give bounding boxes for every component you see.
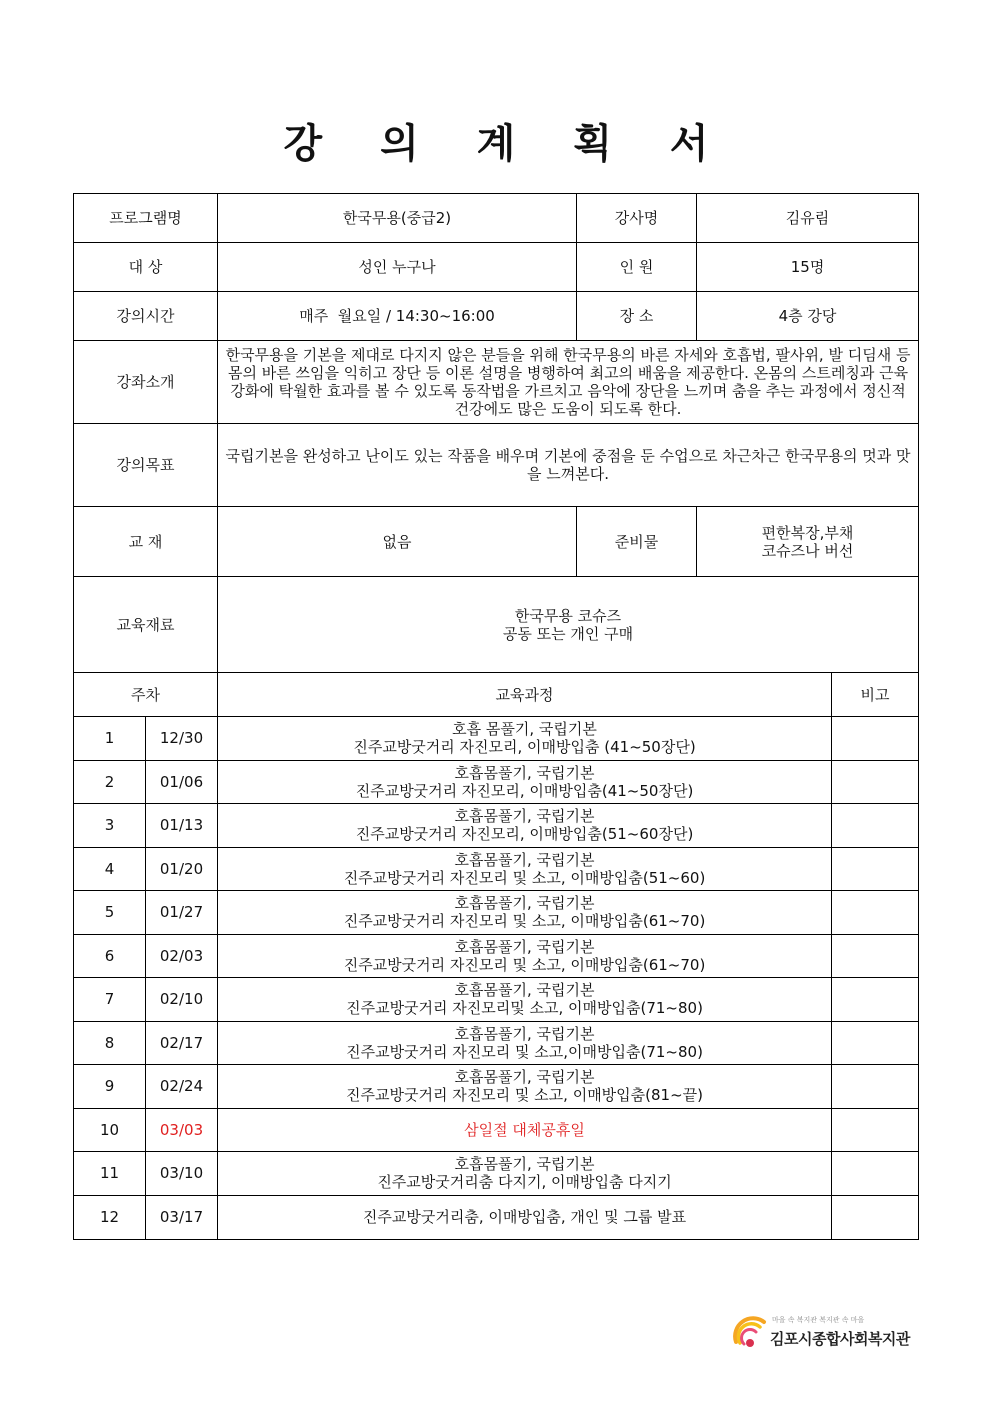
course-line-2: 진주교방굿거리 자진모리 및 소고, 이매방입춤(61~70) [343, 912, 706, 931]
schedule-row [74, 1021, 919, 1065]
note-cell [832, 934, 919, 978]
schedule-row [74, 717, 919, 761]
week-number: 10 [74, 1108, 146, 1152]
time-label: 강의시간 [74, 292, 218, 341]
row-materials [74, 577, 919, 673]
instructor-label: 강사명 [577, 194, 697, 243]
course-content [218, 1021, 832, 1065]
week-header: 주차 [74, 673, 218, 717]
supplies-line-2: 코슈즈나 버선 [761, 541, 854, 560]
course-content [218, 1065, 832, 1109]
course-line-2: 진주교방굿거리춤 다지기, 이매방입춤 다지기 [377, 1173, 672, 1192]
schedule-header-row [74, 673, 919, 717]
row-textbook [74, 507, 919, 577]
goal-text: 국립기본을 완성하고 난이도 있는 작품을 배우며 기본에 중점을 둔 수업으로 차근차근 한국무용의 멋과 맛을 느껴본다. [218, 424, 919, 507]
schedule-row [74, 934, 919, 978]
note-cell [832, 1195, 919, 1239]
week-number: 3 [74, 804, 146, 848]
course-content [218, 1108, 832, 1152]
schedule-row [74, 1152, 919, 1196]
target-value: 성인 누구나 [218, 243, 577, 292]
course-line-2: 진주교방굿거리 자진모리, 이매방입춤 (41~50장단) [353, 738, 696, 757]
note-cell [832, 717, 919, 761]
note-cell [832, 1152, 919, 1196]
course-content [218, 847, 832, 891]
schedule-row [74, 891, 919, 935]
course-line-1: 호흡몸풀기, 국립기본 [454, 894, 595, 913]
course-line-2: 진주교방굿거리 자진모리 및 소고, 이매방입춤(61~70) [343, 955, 706, 974]
course-content [218, 1152, 832, 1196]
document-title: 강 의 계 획 서 [283, 121, 731, 167]
week-number: 5 [74, 891, 146, 935]
schedule-row [74, 978, 919, 1022]
course-line-1: 호흡 몸풀기, 국립기본 [452, 720, 597, 739]
course-line-2: 진주교방굿거리 자진모리및 소고, 이매방입춤(71~80) [346, 999, 703, 1018]
schedule-row [74, 1108, 919, 1152]
course-line-2: 진주교방굿거리 자진모리, 이매방입춤(41~50장단) [355, 781, 694, 800]
course-line-1: 진주교방굿거리춤, 이매방입춤, 개인 및 그룹 발표 [362, 1208, 687, 1226]
note-cell [832, 760, 919, 804]
course-line-2: 진주교방굿거리 자진모리 및 소고, 이매방입춤(81~끝) [346, 1086, 704, 1105]
course-line-2: 진주교방굿거리 자진모리 및 소고,이매방입춤(71~80) [346, 1042, 703, 1061]
course-content [218, 760, 832, 804]
instructor-value: 김유림 [697, 194, 919, 243]
schedule-row [74, 804, 919, 848]
schedule-row [74, 760, 919, 804]
week-number: 6 [74, 934, 146, 978]
note-cell [832, 847, 919, 891]
place-value: 4층 강당 [697, 292, 919, 341]
supplies-label: 준비물 [577, 507, 697, 577]
lecture-plan-table [73, 193, 919, 1240]
course-content [218, 1195, 832, 1239]
capacity-value: 15명 [697, 243, 919, 292]
session-date: 01/13 [146, 804, 218, 848]
session-date: 03/03 [146, 1108, 218, 1152]
course-content [218, 978, 832, 1022]
note-cell [832, 1021, 919, 1065]
session-date: 01/06 [146, 760, 218, 804]
week-number: 1 [74, 717, 146, 761]
note-cell [832, 978, 919, 1022]
week-number: 12 [74, 1195, 146, 1239]
note-cell [832, 1108, 919, 1152]
course-line-2: 진주교방굿거리 자진모리 및 소고, 이매방입춤(51~60) [343, 868, 706, 887]
course-line-1: 호흡몸풀기, 국립기본 [454, 850, 595, 869]
course-line-1: 호흡몸풀기, 국립기본 [454, 937, 595, 956]
note-cell [832, 1065, 919, 1109]
intro-text: 한국무용을 기본을 제대로 다지지 않은 분들을 위해 한국무용의 바른 자세와 호흡법, 팔사위, 발 디딤새 등 몸의 바른 쓰임을 익히고 장단 등 이론 설명을 병행하여 최고의 배움을 제공한다. 온몸의 스트레칭과 근육 강화에 탁월한 효과를 볼 수 있도록 동작법을 가르치고 음악에 장단을 느끼며 춤을 추는 과정에서 정신적 건강에도 많은 도움이 되도록 한다. [218, 341, 919, 424]
course-content [218, 891, 832, 935]
week-number: 2 [74, 760, 146, 804]
course-line-1: 호흡몸풀기, 국립기본 [454, 1068, 595, 1087]
capacity-label: 인 원 [577, 243, 697, 292]
row-intro [74, 341, 919, 424]
note-header: 비고 [832, 673, 919, 717]
course-content [218, 717, 832, 761]
welfare-center-logo [730, 1312, 925, 1362]
supplies-line-1: 편한복장,부채 [761, 523, 854, 542]
program-value: 한국무용(중급2) [218, 194, 577, 243]
session-date: 03/10 [146, 1152, 218, 1196]
course-line-1: 호흡몸풀기, 국립기본 [454, 807, 595, 826]
session-date: 02/03 [146, 934, 218, 978]
course-content [218, 934, 832, 978]
logo-mark-icon [730, 1312, 774, 1356]
schedule-row [74, 847, 919, 891]
session-date: 01/27 [146, 891, 218, 935]
week-number: 8 [74, 1021, 146, 1065]
course-line-1: 호흡몸풀기, 국립기본 [454, 1024, 595, 1043]
program-label: 프로그램명 [74, 194, 218, 243]
goal-label: 강의목표 [74, 424, 218, 507]
logo-name: 김포시종합사회복지관 [770, 1330, 910, 1348]
session-date: 12/30 [146, 717, 218, 761]
note-cell [832, 804, 919, 848]
schedule-row [74, 1065, 919, 1109]
course-line-1: 호흡몸풀기, 국립기본 [454, 763, 595, 782]
note-cell [832, 891, 919, 935]
logo-tagline: 마을 속 복지관 복지관 속 마을 [772, 1316, 865, 1324]
session-date: 02/17 [146, 1021, 218, 1065]
week-number: 11 [74, 1152, 146, 1196]
materials-value [218, 577, 919, 673]
materials-label: 교육재료 [74, 577, 218, 673]
session-date: 02/10 [146, 978, 218, 1022]
schedule-body [74, 717, 919, 1240]
textbook-label: 교 재 [74, 507, 218, 577]
supplies-value [697, 507, 919, 577]
textbook-value: 없음 [218, 507, 577, 577]
session-date: 01/20 [146, 847, 218, 891]
materials-line-2: 공동 또는 개인 구매 [502, 624, 634, 643]
row-target [74, 243, 919, 292]
week-number: 9 [74, 1065, 146, 1109]
row-goal [74, 424, 919, 507]
time-value: 매주 월요일 / 14:30~16:00 [218, 292, 577, 341]
intro-label: 강좌소개 [74, 341, 218, 424]
target-label: 대 상 [74, 243, 218, 292]
row-program [74, 194, 919, 243]
course-header: 교육과정 [218, 673, 832, 717]
course-line-1: 호흡몸풀기, 국립기본 [454, 981, 595, 1000]
course-content [218, 804, 832, 848]
schedule-row [74, 1195, 919, 1239]
place-label: 장 소 [577, 292, 697, 341]
materials-line-1: 한국무용 코슈즈 [514, 606, 622, 625]
row-time [74, 292, 919, 341]
week-number: 4 [74, 847, 146, 891]
course-line-2: 진주교방굿거리 자진모리, 이매방입춤(51~60장단) [355, 825, 694, 844]
week-number: 7 [74, 978, 146, 1022]
session-date: 03/17 [146, 1195, 218, 1239]
session-date: 02/24 [146, 1065, 218, 1109]
course-line-1: 삼일절 대체공휴일 [464, 1120, 585, 1139]
course-line-1: 호흡몸풀기, 국립기본 [454, 1155, 595, 1174]
